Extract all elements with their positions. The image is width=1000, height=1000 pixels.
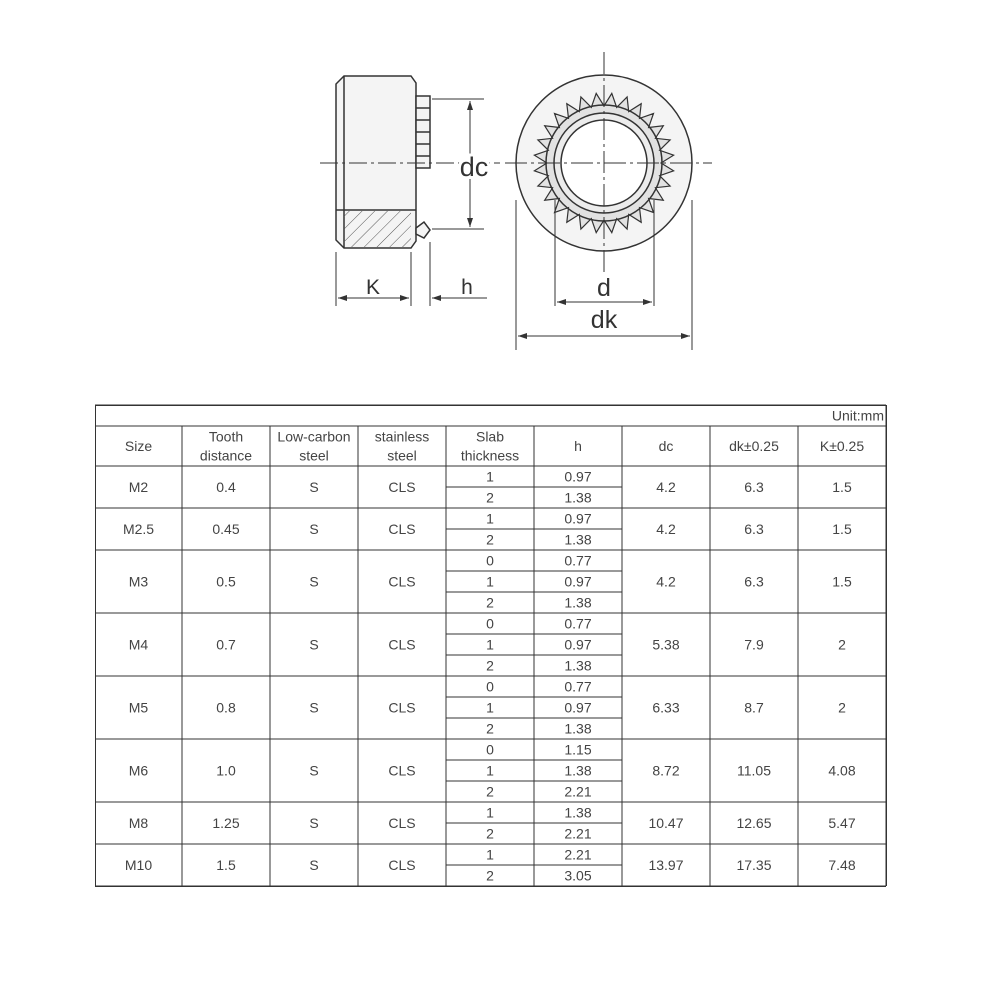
tooth-distance-cell: 0.45 <box>212 521 240 537</box>
h-cell: 1.38 <box>564 594 592 611</box>
dc-cell: 6.33 <box>652 699 680 716</box>
dc-dimension-label: dc <box>459 152 489 182</box>
low-carbon-cell: S <box>309 573 319 590</box>
dc-cell: 4.2 <box>656 521 676 537</box>
size-cell: M4 <box>128 636 149 653</box>
size-cell: M2.5 <box>122 521 155 537</box>
h-cell: 0.97 <box>564 573 592 590</box>
header-cell: Slab <box>475 428 505 445</box>
h-cell: 1.15 <box>564 741 592 758</box>
stainless-cell: CLS <box>388 636 416 653</box>
stainless-cell: CLS <box>388 573 416 590</box>
h-cell: 1.38 <box>564 489 592 506</box>
slab-thickness-cell: 1 <box>486 804 494 821</box>
stainless-cell: CLS <box>388 815 416 831</box>
table-text <box>123 408 884 884</box>
h-cell: 1.38 <box>564 657 592 674</box>
dc-cell: 13.97 <box>648 857 684 873</box>
stainless-cell: CLS <box>388 857 416 873</box>
slab-thickness-cell: 2 <box>486 657 494 674</box>
dc-cell: 10.47 <box>648 815 684 831</box>
dc-cell: 4.2 <box>656 573 676 590</box>
slab-thickness-cell: 1 <box>486 636 494 653</box>
dk-cell: 7.9 <box>744 636 764 653</box>
h-cell: 1.38 <box>564 762 592 779</box>
h-cell: 0.97 <box>564 699 592 716</box>
h-cell: 0.77 <box>564 552 592 569</box>
stainless-cell: CLS <box>388 521 416 537</box>
dk-cell: 17.35 <box>736 857 772 873</box>
k-cell: 1.5 <box>832 479 852 495</box>
unit-label: Unit:mm <box>831 407 884 424</box>
stainless-cell: CLS <box>388 762 416 779</box>
h-cell: 0.97 <box>564 636 592 653</box>
slab-thickness-cell: 2 <box>486 531 494 548</box>
header-cell: dk±0.25 <box>729 438 779 454</box>
header-cell: K±0.25 <box>819 438 865 454</box>
k-cell: 4.08 <box>828 762 856 779</box>
header-cell: distance <box>199 447 253 464</box>
slab-thickness-cell: 2 <box>486 867 494 884</box>
tooth-distance-cell: 1.5 <box>216 857 236 873</box>
header-cell: steel <box>299 447 329 464</box>
spec-table <box>95 404 887 887</box>
size-cell: M5 <box>128 699 149 716</box>
slab-thickness-cell: 1 <box>486 573 494 590</box>
low-carbon-cell: S <box>309 479 319 495</box>
nut-technical-drawing <box>300 40 740 360</box>
low-carbon-cell: S <box>309 521 319 537</box>
h-cell: 0.97 <box>564 468 592 485</box>
slab-thickness-cell: 2 <box>486 720 494 737</box>
slab-thickness-cell: 1 <box>486 699 494 716</box>
k-cell: 2 <box>838 699 846 716</box>
h-cell: 0.77 <box>564 615 592 632</box>
slab-thickness-cell: 2 <box>486 825 494 842</box>
h-cell: 0.77 <box>564 678 592 695</box>
slab-thickness-cell: 2 <box>486 783 494 800</box>
header-cell: steel <box>387 447 417 464</box>
tooth-distance-cell: 1.0 <box>216 762 236 779</box>
k-cell: 5.47 <box>828 815 856 831</box>
stainless-cell: CLS <box>388 699 416 716</box>
size-cell: M8 <box>128 815 149 831</box>
slab-thickness-cell: 0 <box>486 678 494 695</box>
header-cell: Low-carbon <box>277 428 351 445</box>
h-cell: 2.21 <box>564 783 592 800</box>
low-carbon-cell: S <box>309 857 319 873</box>
low-carbon-cell: S <box>309 762 319 779</box>
header-cell: h <box>574 438 582 454</box>
header-cell: thickness <box>460 447 520 464</box>
dk-dimension-label: dk <box>590 306 618 334</box>
header-cell: dc <box>658 438 674 454</box>
slab-thickness-cell: 1 <box>486 846 494 863</box>
dc-cell: 5.38 <box>652 636 680 653</box>
hatched-section <box>344 211 411 247</box>
k-cell: 1.5 <box>832 573 852 590</box>
low-carbon-cell: S <box>309 699 319 716</box>
side-view <box>320 76 500 306</box>
header-cell: stainless <box>374 428 430 445</box>
slab-thickness-cell: 0 <box>486 741 494 758</box>
dk-cell: 11.05 <box>737 762 771 779</box>
tooth-distance-cell: 1.25 <box>212 815 240 831</box>
dk-cell: 6.3 <box>744 573 764 590</box>
size-cell: M2 <box>128 479 149 495</box>
size-cell: M10 <box>124 857 153 873</box>
tooth-distance-cell: 0.8 <box>216 699 236 716</box>
header-cell: Size <box>124 438 153 454</box>
header-cell: Tooth <box>208 428 244 445</box>
slab-thickness-cell: 1 <box>486 762 494 779</box>
h-cell: 3.05 <box>564 867 592 884</box>
dk-cell: 6.3 <box>744 479 764 495</box>
dk-cell: 12.65 <box>736 815 772 831</box>
k-cell: 1.5 <box>832 521 852 537</box>
dc-cell: 4.2 <box>656 479 676 495</box>
k-cell: 2 <box>838 636 846 653</box>
h-cell: 1.38 <box>564 720 592 737</box>
stainless-cell: CLS <box>388 479 416 495</box>
slab-thickness-cell: 0 <box>486 552 494 569</box>
h-cell: 0.97 <box>564 510 592 527</box>
tooth-distance-cell: 0.7 <box>216 636 236 653</box>
slab-thickness-cell: 0 <box>486 615 494 632</box>
slab-thickness-cell: 1 <box>486 468 494 485</box>
size-cell: M6 <box>128 762 149 779</box>
d-dimension-label: d <box>597 274 611 302</box>
h-cell: 1.38 <box>564 531 592 548</box>
size-cell: M3 <box>128 573 149 590</box>
slab-thickness-cell: 2 <box>486 489 494 506</box>
slab-thickness-cell: 2 <box>486 594 494 611</box>
slab-thickness-cell: 1 <box>486 510 494 527</box>
h-cell: 1.38 <box>564 804 592 821</box>
low-carbon-cell: S <box>309 815 319 831</box>
k-dimension-label: K <box>365 276 381 299</box>
dk-cell: 8.7 <box>744 699 764 716</box>
tooth-distance-cell: 0.4 <box>216 479 236 495</box>
h-cell: 2.21 <box>564 825 592 842</box>
tooth-distance-cell: 0.5 <box>216 573 236 590</box>
dc-cell: 8.72 <box>652 762 680 779</box>
low-carbon-cell: S <box>309 636 319 653</box>
k-cell: 7.48 <box>828 857 856 873</box>
h-dimension-label: h <box>461 276 473 299</box>
h-cell: 2.21 <box>564 846 592 863</box>
dk-cell: 6.3 <box>744 521 764 537</box>
